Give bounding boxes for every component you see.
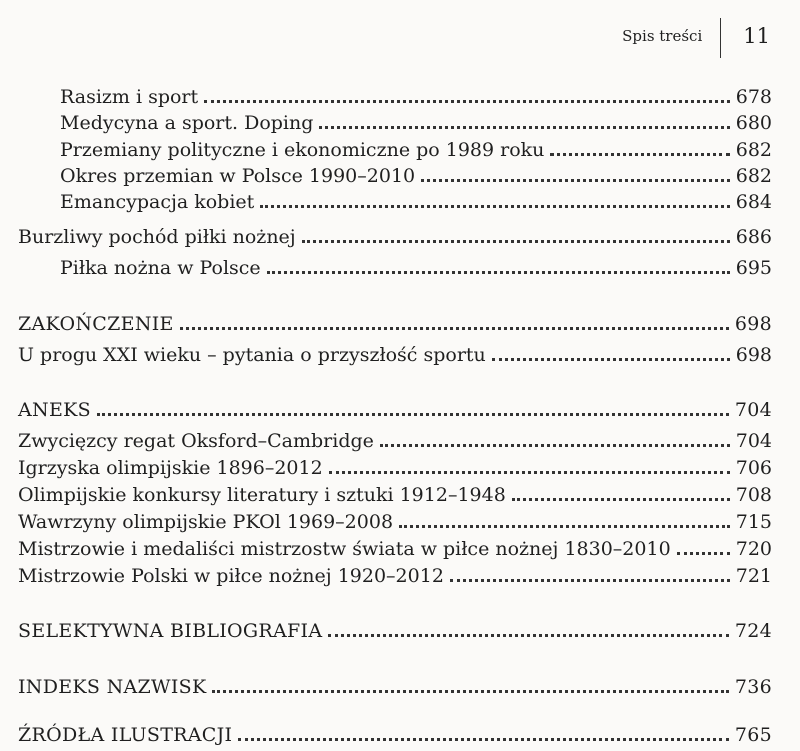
toc-entry-page: 678: [735, 86, 772, 108]
dot-leader: [260, 204, 729, 208]
toc-entry[interactable]: [18, 511, 772, 533]
toc-entry[interactable]: [60, 112, 772, 134]
toc-entry-page: 765: [734, 724, 772, 746]
header-section-title: Spis treści: [622, 27, 703, 45]
dot-leader: [267, 270, 730, 274]
toc-entry-page: 695: [735, 257, 772, 279]
dot-leader: [399, 524, 730, 528]
toc-entry[interactable]: [18, 676, 772, 698]
header-page-number: 11: [743, 24, 770, 48]
toc-entry-title: Zwycięzcy regat Oksford–Cambridge: [18, 430, 374, 452]
toc-entry[interactable]: [60, 257, 772, 279]
toc-entry-page: 680: [735, 112, 772, 134]
toc-entry-page: 686: [735, 226, 772, 248]
dot-leader: [677, 551, 730, 555]
toc-entry-page: 698: [735, 344, 772, 366]
toc-entry-title: Medycyna a sport. Doping: [60, 112, 314, 134]
dot-leader: [380, 443, 730, 447]
toc-entry-page: 721: [735, 565, 772, 587]
toc-entry-page: 715: [735, 511, 772, 533]
dot-leader: [97, 412, 729, 416]
toc-entry[interactable]: [18, 430, 772, 452]
dot-leader: [204, 99, 730, 103]
toc-entry[interactable]: [18, 344, 772, 366]
dot-leader: [328, 633, 728, 637]
dot-leader: [212, 689, 728, 693]
dot-leader: [492, 357, 730, 361]
toc-entry-page: 684: [735, 191, 772, 213]
toc-entry[interactable]: [18, 620, 772, 642]
toc-entry-title: Mistrzowie Polski w piłce nożnej 1920–2012: [18, 565, 444, 587]
toc-entry-title: Piłka nożna w Polsce: [60, 257, 261, 279]
toc-entry-title: ŹRÓDŁA ILUSTRACJI: [18, 724, 233, 746]
toc-entry[interactable]: [18, 313, 772, 335]
toc-entry-page: 704: [735, 430, 772, 452]
toc-entry-title: SELEKTYWNA BIBLIOGRAFIA: [18, 620, 323, 642]
toc-entry-page: 720: [735, 538, 772, 560]
toc-entry[interactable]: [18, 565, 772, 587]
dot-leader: [319, 125, 729, 129]
toc-entry-title: Olimpijskie konkursy literatury i sztuki 1912–1948: [18, 484, 506, 506]
toc-entry[interactable]: [60, 165, 772, 187]
toc-entry[interactable]: [60, 191, 772, 213]
dot-leader: [512, 497, 730, 501]
toc-entry[interactable]: [18, 457, 772, 479]
toc-entry-title: Igrzyska olimpijskie 1896–2012: [18, 457, 323, 479]
toc-entry-page: 736: [734, 676, 772, 698]
toc-entry-title: Wawrzyny olimpijskie PKOl 1969–2008: [18, 511, 394, 533]
toc-entry[interactable]: [60, 139, 772, 161]
toc-entry-title: Rasizm i sport: [60, 86, 199, 108]
toc-entry[interactable]: [60, 86, 772, 108]
toc-entry-title: ZAKOŃCZENIE: [18, 313, 174, 335]
toc-entry-title: Okres przemian w Polsce 1990–2010: [60, 165, 416, 187]
toc-entry-title: U progu XXI wieku – pytania o przyszłość sportu: [18, 344, 486, 366]
toc-entry-title: Mistrzowie i medaliści mistrzostw świata w piłce nożnej 1830–2010: [18, 538, 671, 560]
dot-leader: [550, 152, 729, 156]
dot-leader: [238, 737, 728, 741]
toc-entry-title: Przemiany polityczne i ekonomiczne po 1989 roku: [60, 139, 545, 161]
toc-entry[interactable]: [18, 226, 772, 248]
dot-leader: [180, 326, 729, 330]
toc-entry[interactable]: [18, 484, 772, 506]
dot-leader: [302, 239, 730, 243]
toc-entry-title: Burzliwy pochód piłki nożnej: [18, 226, 296, 248]
dot-leader: [450, 578, 730, 582]
toc-entry-page: 708: [735, 484, 772, 506]
toc-entry-page: 682: [735, 139, 772, 161]
toc-entry-title: Emancypacja kobiet: [60, 191, 255, 213]
toc-entry[interactable]: [18, 724, 772, 746]
toc-entry-page: 724: [734, 620, 772, 642]
toc-entry-page: 698: [734, 313, 772, 335]
toc-entry[interactable]: [18, 538, 772, 560]
dot-leader: [329, 470, 730, 474]
dot-leader: [421, 178, 730, 182]
toc-entry-title: ANEKS: [18, 399, 91, 421]
toc-entry-title: INDEKS NAZWISK: [18, 676, 207, 698]
toc-entry[interactable]: [18, 399, 772, 421]
toc-entry-page: 682: [735, 165, 772, 187]
toc-entry-page: 706: [735, 457, 772, 479]
toc-entry-page: 704: [734, 399, 772, 421]
